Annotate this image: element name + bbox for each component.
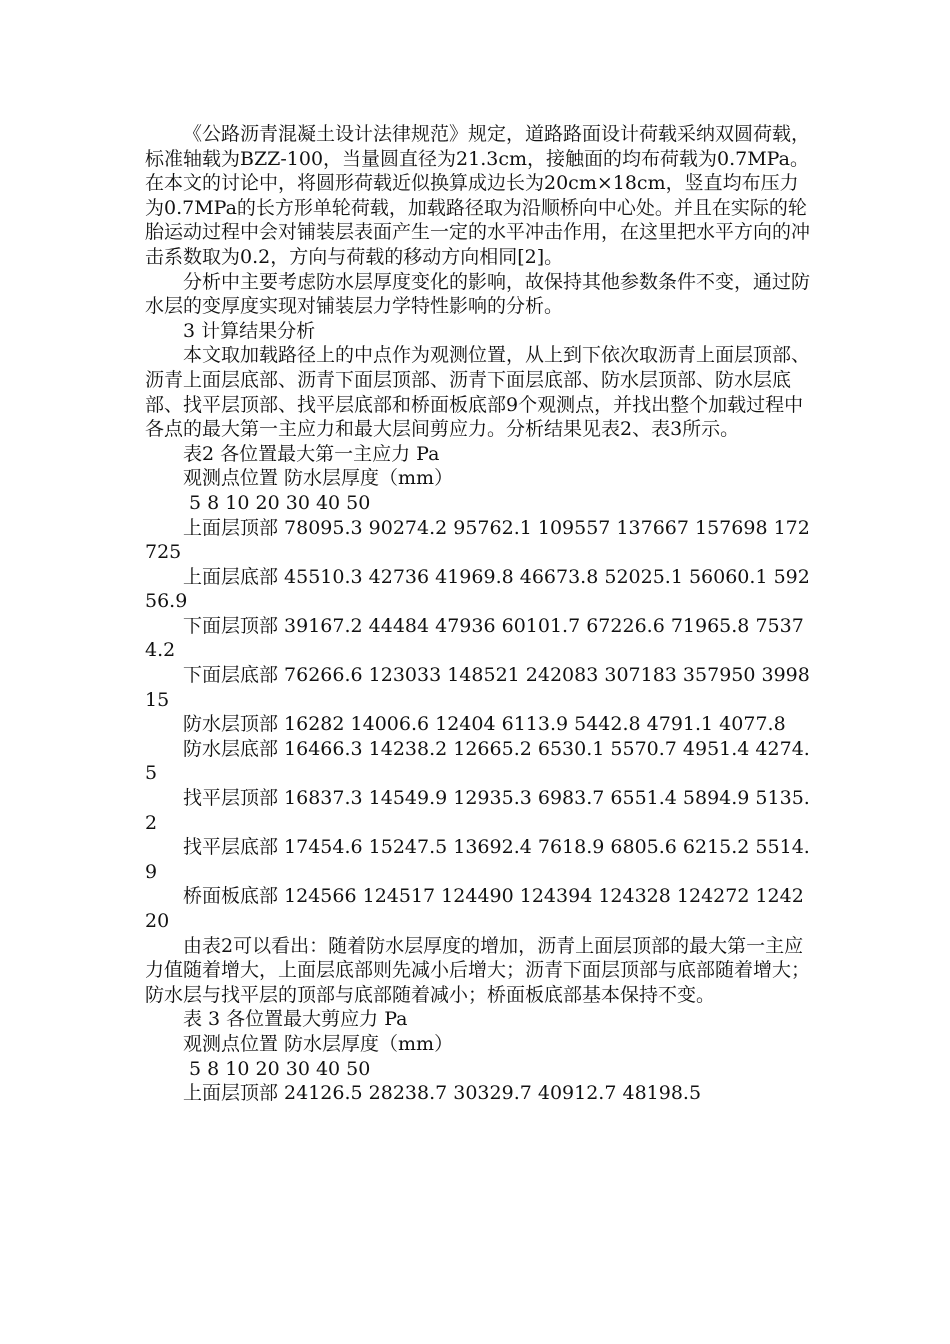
table2-header: 观测点位置 防水层厚度（mm） (183, 467, 454, 490)
table3-caption: 表 3 各位置最大剪应力 Pa (183, 1008, 408, 1031)
table2-row: 找平层顶部 16837.3 14549.9 12935.3 6983.7 6551.4 5894.9 5135.2 (145, 787, 810, 834)
document-body (145, 122, 810, 1106)
section-heading-3: 3 计算结果分析 (183, 319, 316, 342)
table3-thickness-row: 5 8 10 20 30 40 50 (183, 1057, 371, 1080)
table2-row: 找平层底部 17454.6 15247.5 13692.4 7618.9 6805.6 6215.2 5514.9 (145, 836, 810, 883)
table2-row: 防水层底部 16466.3 14238.2 12665.2 6530.1 5570.7 4951.4 4274.5 (145, 737, 810, 785)
table2-row: 防水层顶部 16282 14006.6 12404 6113.9 5442.8 4791.1 4077.8 (183, 713, 786, 736)
table2-caption: 表2 各位置最大第一主应力 Pa (183, 442, 440, 465)
paragraph-load-spec: 《公路沥青混凝土设计法律规范》规定，道路路面设计荷载采纳双圆荷载，标准轴载为BZZ-100，当量圆直径为21.3cm，接触面的均布荷载为0.7MPa。在本文的讨论中，将圆形荷载近似换算成边长为20cm×18cm，竖直均布压力为0.7MPa的长方形单轮荷载，加载路径取为沿顺桥向中心处。并且在实际的轮胎运动过程中会对铺装层表面产生一定的水平冲击作用，在这里把水平方向的冲击系数取为0.2，方向与荷载的移动方向相同[2]。 (145, 123, 811, 268)
table2-row: 上面层底部 45510.3 42736 41969.8 46673.8 52025.1 56060.1 59256.9 (145, 565, 810, 613)
table2-row: 下面层顶部 39167.2 44484 47936 60101.7 67226.6 71965.8 75374.2 (145, 614, 804, 662)
paragraph-table2-discussion: 由表2可以看出：随着防水层厚度的增加，沥青上面层顶部的最大第一主应力值随着增大，上面层底部则先减小后增大；沥青下面层顶部与底部随着增大；防水层与找平层的顶部与底部随着减小；桥面板底部基本保持不变。 (145, 934, 811, 1006)
table3-header: 观测点位置 防水层厚度（mm） (183, 1032, 454, 1055)
table3-row: 上面层顶部 24126.5 28238.7 30329.7 40912.7 48198.5 (183, 1082, 702, 1105)
table2-thickness-row: 5 8 10 20 30 40 50 (183, 491, 371, 514)
table2-row: 桥面板底部 124566 124517 124490 124394 124328 124272 124220 (145, 885, 804, 932)
paragraph-observation-points: 本文取加载路径上的中点作为观测位置，从上到下依次取沥青上面层顶部、沥青上面层底部、沥青下面层顶部、沥青下面层底部、防水层顶部、防水层底部、找平层顶部、找平层底部和桥面板底部9个观测点，并找出整个加载过程中各点的最大第一主应力和最大层间剪应力。分析结果见表2、表3所示。 (145, 344, 811, 441)
paragraph-analysis-scope: 分析中主要考虑防水层厚度变化的影响，故保持其他参数条件不变，通过防水层的变厚度实现对铺装层力学特性影响的分析。 (145, 270, 811, 318)
table2-row: 下面层底部 76266.6 123033 148521 242083 307183 357950 399815 (145, 664, 810, 711)
table2-row: 上面层顶部 78095.3 90274.2 95762.1 109557 137667 157698 172725 (145, 516, 810, 564)
